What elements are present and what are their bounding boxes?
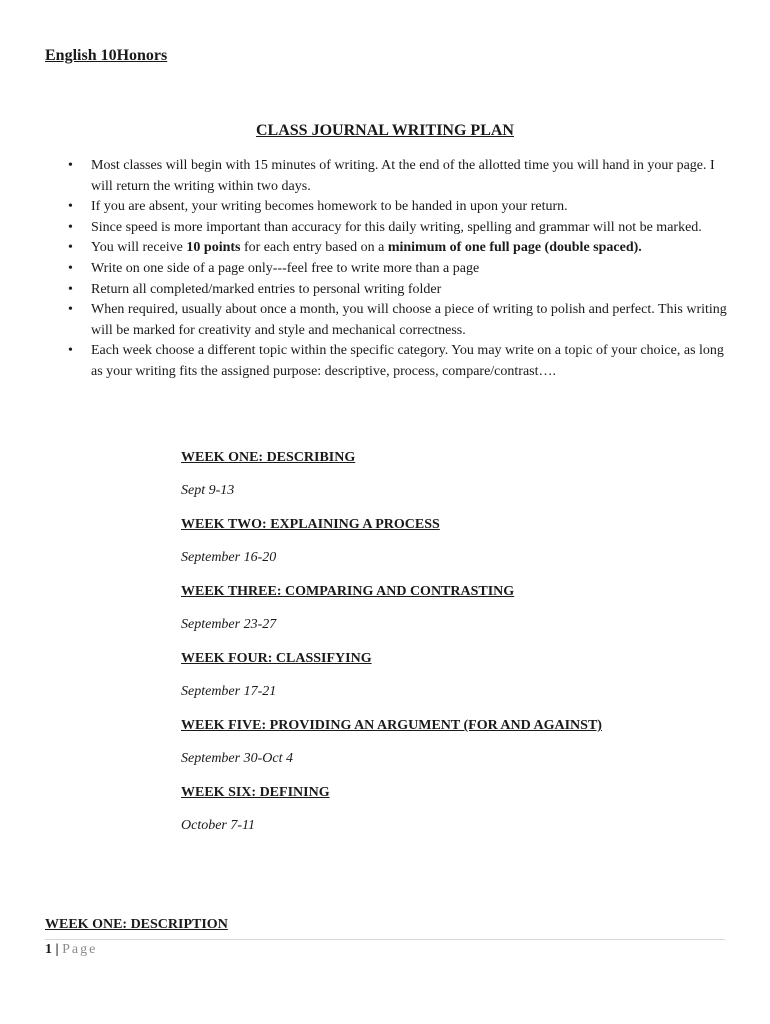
list-item <box>68 280 728 301</box>
document-title-text: CLASS JOURNAL WRITING PLAN <box>256 122 514 139</box>
rule-text: If you are absent, your writing becomes homework to be handed in upon your return. <box>91 199 568 215</box>
week-dates: September 23-27 <box>181 617 277 632</box>
rule-text: Each week choose a different topic within the specific category. You may write on a topic of your choice, as long as your writing fits the assigned purpose: descriptive, process, compare/contrast…. <box>91 343 724 379</box>
next-section-heading: WEEK ONE: DESCRIPTION <box>45 917 228 932</box>
weekly-schedule <box>181 450 741 852</box>
document-title <box>0 122 770 140</box>
course-title: English 10Honors <box>45 47 168 64</box>
list-item <box>68 238 728 259</box>
rule-text: Since speed is more important than accuracy for this daily writing, spelling and grammar will not be marked. <box>91 219 702 235</box>
page-footer <box>45 942 97 958</box>
list-item <box>68 218 728 239</box>
list-item <box>68 341 728 382</box>
week-heading: WEEK TWO: EXPLAINING A PROCESS <box>181 517 440 532</box>
list-item <box>68 197 728 218</box>
footer-divider <box>45 939 725 940</box>
week-heading: WEEK FIVE: PROVIDING AN ARGUMENT (FOR AND AGAINST) <box>181 718 602 733</box>
week-dates: September 17-21 <box>181 684 277 699</box>
rule-minimum-emphasis: minimum of one full page (double spaced). <box>387 240 642 256</box>
week-heading: WEEK FOUR: CLASSIFYING <box>181 651 372 666</box>
list-item <box>68 300 728 341</box>
rule-text: Most classes will begin with 15 minutes of writing. At the end of the allotted time you will hand in your page. I will return the writing within two days. <box>91 158 715 194</box>
week-dates: September 30-Oct 4 <box>181 751 293 766</box>
week-heading: WEEK ONE: DESCRIBING <box>181 450 356 465</box>
page-number: 1 <box>45 942 52 957</box>
rule-text: Write on one side of a page only---feel free to write more than a page <box>91 260 480 276</box>
page-separator: | <box>55 942 59 957</box>
rule-text-mid: for each entry based on a <box>240 240 388 256</box>
rules-list <box>68 156 728 383</box>
rule-points-emphasis: 10 points <box>186 240 241 256</box>
rule-text-pre: You will receive <box>91 240 187 256</box>
rule-text: When required, usually about once a month, you will choose a piece of writing to polish and perfect. This writing will be marked for creativity and style and mechanical correctness. <box>91 302 727 338</box>
week-heading: WEEK THREE: COMPARING AND CONTRASTING <box>181 584 515 599</box>
week-dates: October 7-11 <box>181 818 255 833</box>
rule-text: Return all completed/marked entries to personal writing folder <box>91 281 442 297</box>
week-dates: September 16-20 <box>181 550 277 565</box>
page-label: Page <box>62 942 98 957</box>
list-item <box>68 156 728 197</box>
list-item <box>68 259 728 280</box>
week-heading: WEEK SIX: DEFINING <box>181 785 330 800</box>
week-dates: Sept 9-13 <box>181 483 235 498</box>
